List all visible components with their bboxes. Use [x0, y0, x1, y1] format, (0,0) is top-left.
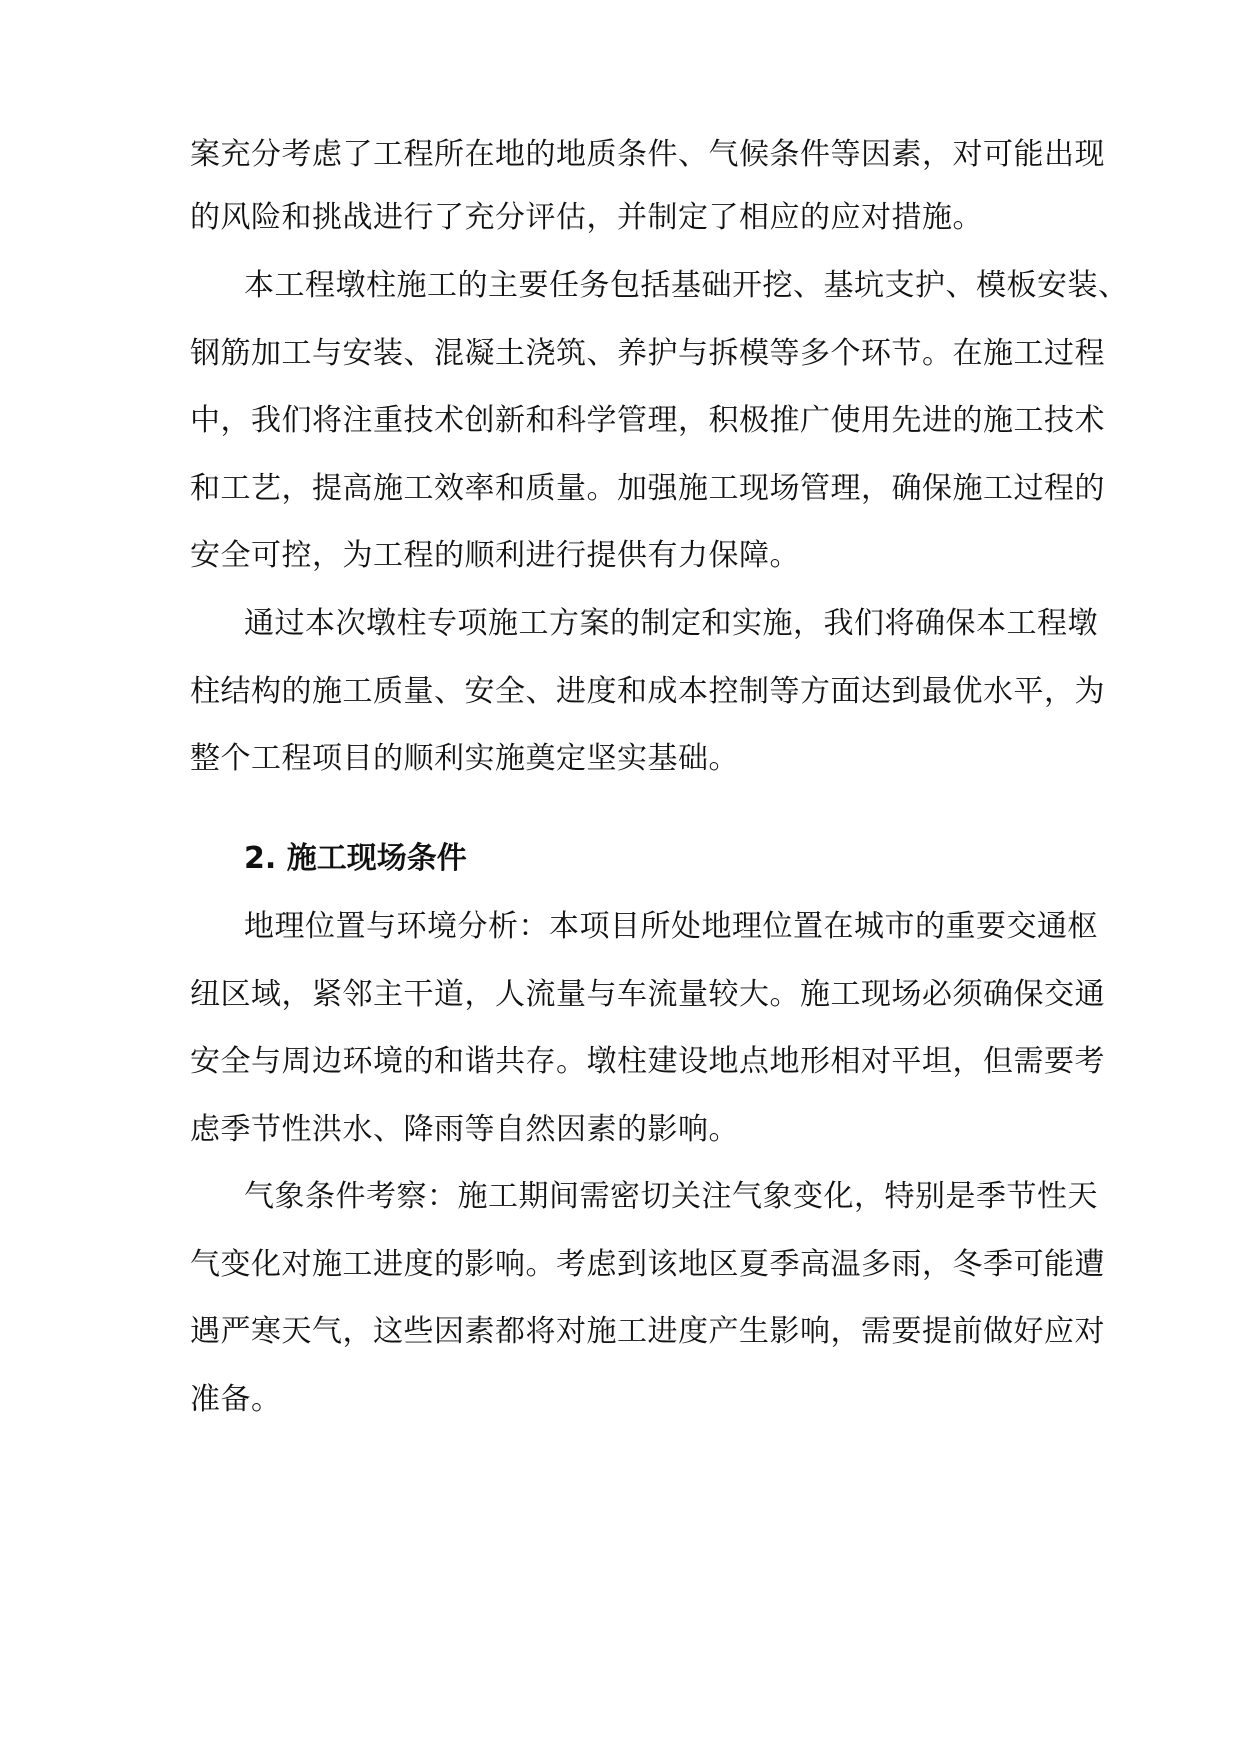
- paragraph-line: 的风险和挑战进行了充分评估，并制定了相应的应对措施。: [190, 200, 983, 235]
- paragraph-line: 气变化对施工进度的影响。考虑到该地区夏季高温多雨，冬季可能遭: [190, 1247, 1105, 1282]
- paragraph-line: 柱结构的施工质量、安全、进度和成本控制等方面达到最优水平，为: [190, 674, 1105, 709]
- paragraph-line: 地理位置与环境分析：本项目所处地理位置在城市的重要交通枢: [244, 909, 1098, 944]
- paragraph-line: 钢筋加工与安装、混凝土浇筑、养护与拆模等多个环节。在施工过程: [190, 336, 1105, 371]
- paragraph-line: 纽区域，紧邻主干道，人流量与车流量较大。施工现场必须确保交通: [190, 977, 1105, 1012]
- paragraph-line: 安全可控，为工程的顺利进行提供有力保障。: [190, 538, 800, 573]
- paragraph-line: 安全与周边环境的和谐共存。墩柱建设地点地形相对平坦，但需要考: [190, 1044, 1105, 1079]
- paragraph-line: 通过本次墩柱专项施工方案的制定和实施，我们将确保本工程墩: [244, 606, 1098, 641]
- paragraph-line: 遇严寒天气，这些因素都将对施工进度产生影响，需要提前做好应对: [190, 1314, 1105, 1349]
- paragraph-line: 准备。: [190, 1382, 282, 1417]
- paragraph-line: 虑季节性洪水、降雨等自然因素的影响。: [190, 1112, 739, 1147]
- paragraph-line: 和工艺，提高施工效率和质量。加强施工现场管理，确保施工过程的: [190, 471, 1105, 506]
- paragraph-line: 整个工程项目的顺利实施奠定坚实基础。: [190, 741, 739, 776]
- section-heading: 2. 施工现场条件: [244, 841, 467, 876]
- paragraph-line: 气象条件考察：施工期间需密切关注气象变化，特别是季节性天: [244, 1179, 1098, 1214]
- paragraph-line: 本工程墩柱施工的主要任务包括基础开挖、基坑支护、模板安装、: [244, 268, 1129, 303]
- paragraph-line: 案充分考虑了工程所在地的地质条件、气候条件等因素，对可能出现: [190, 137, 1105, 172]
- paragraph-line: 中，我们将注重技术创新和科学管理，积极推广使用先进的施工技术: [190, 403, 1105, 438]
